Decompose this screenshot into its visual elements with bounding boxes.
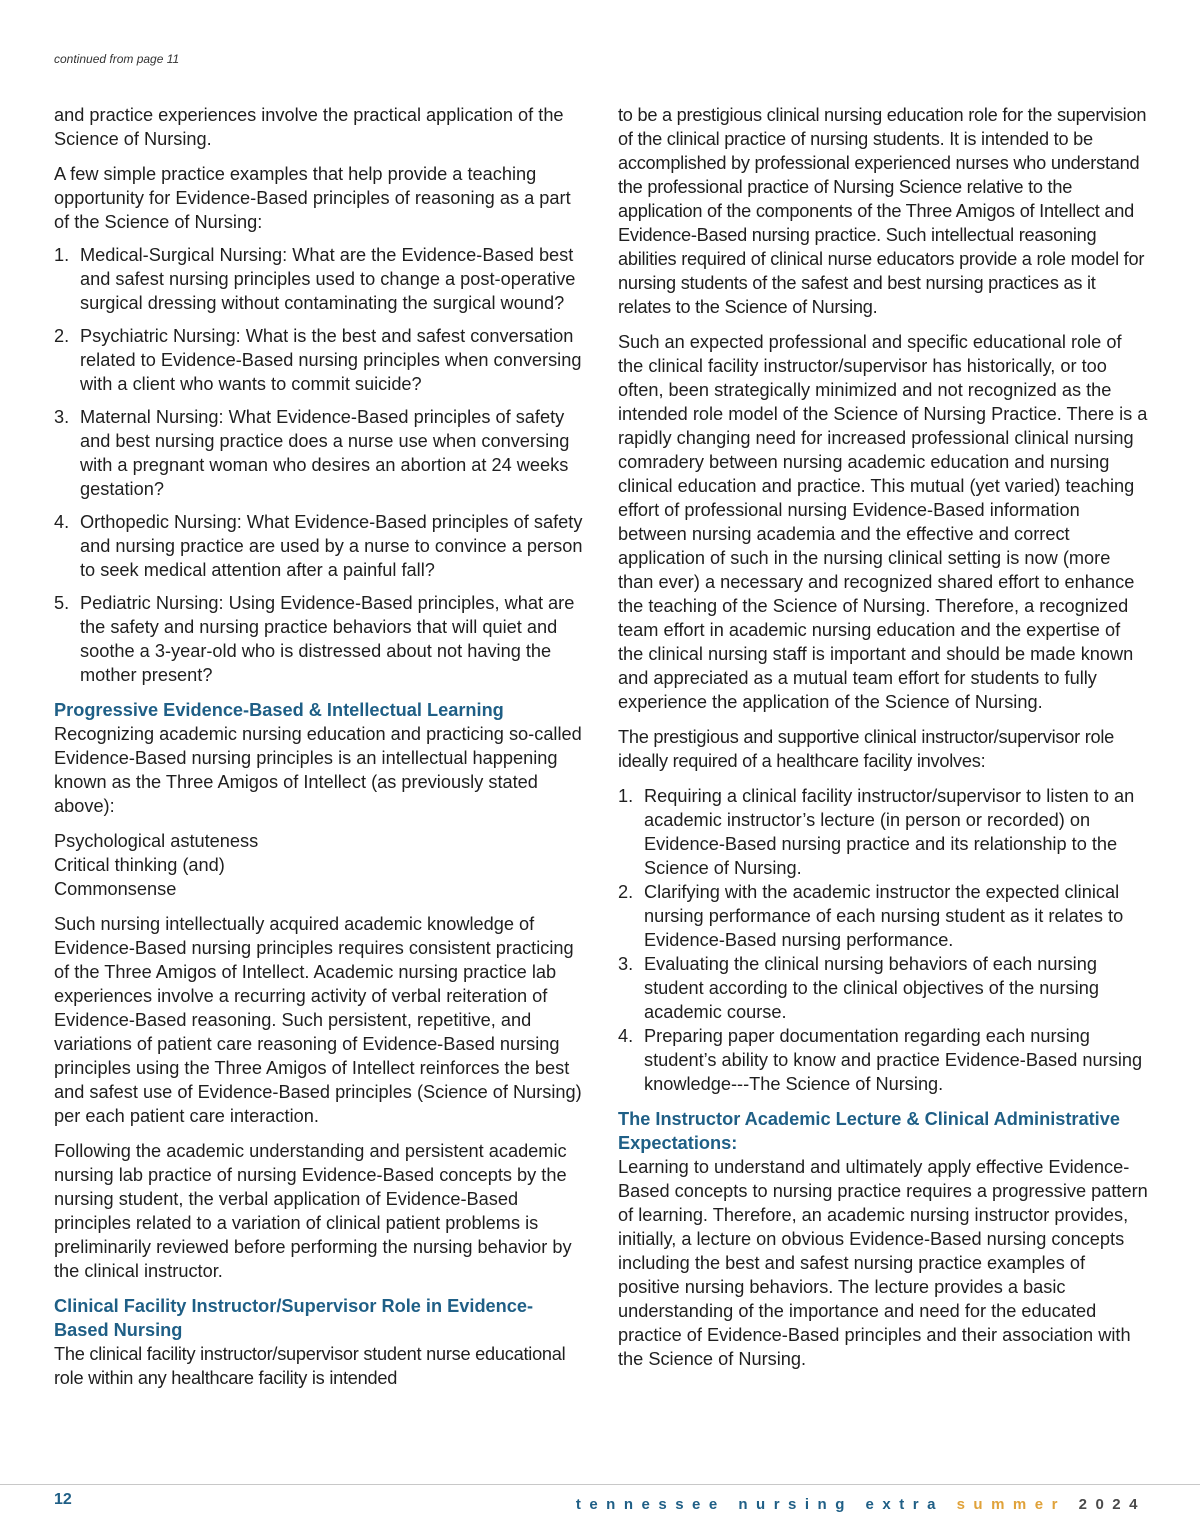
- list-number: 1.: [618, 786, 634, 806]
- list-number: 2.: [54, 326, 70, 346]
- three-amigos-list: [54, 829, 584, 901]
- continued-note: continued from page 11: [54, 52, 180, 66]
- paragraph: Recognizing academic nursing education and practicing so-called Evidence-Based nursing principles is an intellectual happening known as the Three Amigos of Intellect (as previously stated above):: [54, 724, 582, 816]
- list-item: [54, 405, 584, 501]
- list-number: 1.: [54, 245, 70, 265]
- brand-year: 2024: [1078, 1496, 1146, 1513]
- practice-examples-list: [54, 243, 584, 687]
- list-item: Psychological astuteness: [54, 831, 259, 851]
- list-number: 3.: [54, 407, 70, 427]
- list-text: Requiring a clinical facility instructor/supervisor to listen to an academic instructor’s lecture (in person or recorded) on Evidence-Based nursing practice and its relationship to the Science of Nursing.: [644, 786, 1135, 878]
- list-number: 2.: [618, 882, 634, 902]
- list-text: Preparing paper documentation regarding each nursing student’s ability to know and practice Evidence-Based nursing knowledge---The Science of Nursing.: [644, 1026, 1143, 1094]
- instructor-role-list: [618, 784, 1148, 1096]
- paragraph: Such an expected professional and specific educational role of the clinical facility instructor/supervisor has historically, or too often, been strategically minimized and not recognized as the intended role model of the Science of Nursing Practice. There is a rapidly changing need for increased professional clinical nursing comradery between nursing academic education and nursing clinical education and practice. This mutual (yet varied) teaching effort of professional nursing Evidence-Based information between nursing academia and the effective and correct application of such in the nursing clinical setting is now (more than ever) a necessary and recognized shared effort to enhance the teaching of the Science of Nursing. Therefore, a recognized team effort in academic nursing education and the expertise of the clinical nursing staff is important and should be made known and appreciated as a mutual team effort for students to fully experience the application of the Science of Nursing.: [618, 332, 1148, 712]
- list-item: Commonsense: [54, 879, 177, 899]
- brand-season: summer: [956, 1496, 1066, 1513]
- list-text: Maternal Nursing: What Evidence-Based principles of safety and best nursing practice does a nurse use when conversing with a pregnant woman who desires an abortion at 24 weeks gestation?: [80, 407, 570, 499]
- paragraph: and practice experiences involve the practical application of the Science of Nursing.: [54, 105, 564, 149]
- list-item: [618, 784, 1148, 880]
- list-item: [54, 510, 584, 582]
- list-text: Psychiatric Nursing: What is the best and safest conversation related to Evidence-Based nursing principles when conversing with a client who wants to commit suicide?: [80, 326, 582, 394]
- page-number: 12: [54, 1491, 72, 1508]
- footer-divider: [0, 1484, 1200, 1485]
- list-item: [54, 324, 584, 396]
- left-column: [54, 103, 584, 1390]
- list-item: [54, 243, 584, 315]
- list-text: Pediatric Nursing: Using Evidence-Based principles, what are the safety and nursing practice behaviors that will quiet and soothe a 3-year-old who is distressed about not having the mother present?: [80, 593, 575, 685]
- right-column: [618, 103, 1148, 1371]
- paragraph: Following the academic understanding and persistent academic nursing lab practice of nursing Evidence-Based concepts by the nursing student, the verbal application of Evidence-Based principles related to a variation of clinical patient problems is preliminarily reviewed before performing the nursing behavior by the clinical instructor.: [54, 1141, 572, 1281]
- list-text: Clarifying with the academic instructor the expected clinical nursing performance of each nursing student as it relates to Evidence-Based nursing performance.: [644, 882, 1124, 950]
- paragraph: The prestigious and supportive clinical instructor/supervisor role ideally required of a healthcare facility involves:: [618, 727, 1115, 771]
- list-text: Evaluating the clinical nursing behaviors of each nursing student according to the clinical objectives of the nursing academic course.: [644, 954, 1099, 1022]
- list-number: 3.: [618, 954, 634, 974]
- brand-title: tennessee nursing extra: [575, 1496, 944, 1513]
- section-heading: The Instructor Academic Lecture & Clinical Administrative Expectations:: [618, 1109, 1120, 1153]
- paragraph: Learning to understand and ultimately apply effective Evidence-Based concepts to nursing practice requires a progressive pattern of learning. Therefore, an academic nursing instructor provides, initially, a lecture on obvious Evidence-Based nursing concepts including the best and safest nursing practice examples of positive nursing behaviors. The lecture provides a basic understanding of the importance and need for the educated practice of Evidence-Based principles and their association with the Science of Nursing.: [618, 1157, 1148, 1369]
- list-item: Critical thinking (and): [54, 855, 225, 875]
- list-item: [54, 591, 584, 687]
- list-number: 4.: [618, 1026, 634, 1046]
- publication-brand: [576, 1496, 1146, 1513]
- list-item: [618, 880, 1148, 952]
- list-number: 5.: [54, 593, 70, 613]
- section-heading: Clinical Facility Instructor/Supervisor Role in Evidence-Based Nursing: [54, 1296, 534, 1340]
- list-item: [618, 952, 1148, 1024]
- list-item: [618, 1024, 1148, 1096]
- list-text: Orthopedic Nursing: What Evidence-Based principles of safety and nursing practice are used by a nurse to convince a person to seek medical attention after a painful fall?: [80, 512, 583, 580]
- paragraph: A few simple practice examples that help provide a teaching opportunity for Evidence-Based principles of reasoning as a part of the Science of Nursing:: [54, 164, 571, 232]
- paragraph: Such nursing intellectually acquired academic knowledge of Evidence-Based nursing principles requires consistent practicing of the Three Amigos of Intellect. Academic nursing practice lab experiences involve a recurring activity of verbal reiteration of Evidence-Based reasoning. Such persistent, repetitive, and variations of patient care reasoning of Evidence-Based nursing principles using the Three Amigos of Intellect reinforces the best and safest use of Evidence-Based principles (Science of Nursing) per each patient care interaction.: [54, 914, 582, 1126]
- list-text: Medical-Surgical Nursing: What are the Evidence-Based best and safest nursing principles used to change a post-operative surgical dressing without contaminating the surgical wound?: [80, 245, 576, 313]
- section-heading: Progressive Evidence-Based & Intellectual Learning: [54, 700, 504, 720]
- paragraph: to be a prestigious clinical nursing education role for the supervision of the clinical practice of nursing students. It is intended to be accomplished by professional experienced nurses who understand the professional practice of Nursing Science relative to the application of the components of the Three Amigos of Intellect and Evidence-Based nursing practice. Such intellectual reasoning abilities required of clinical nurse educators provide a role model for nursing students of the safest and best nursing practices as it relates to the Science of Nursing.: [618, 105, 1147, 317]
- paragraph: The clinical facility instructor/supervisor student nurse educational role within any healthcare facility is intended: [54, 1344, 566, 1388]
- list-number: 4.: [54, 512, 70, 532]
